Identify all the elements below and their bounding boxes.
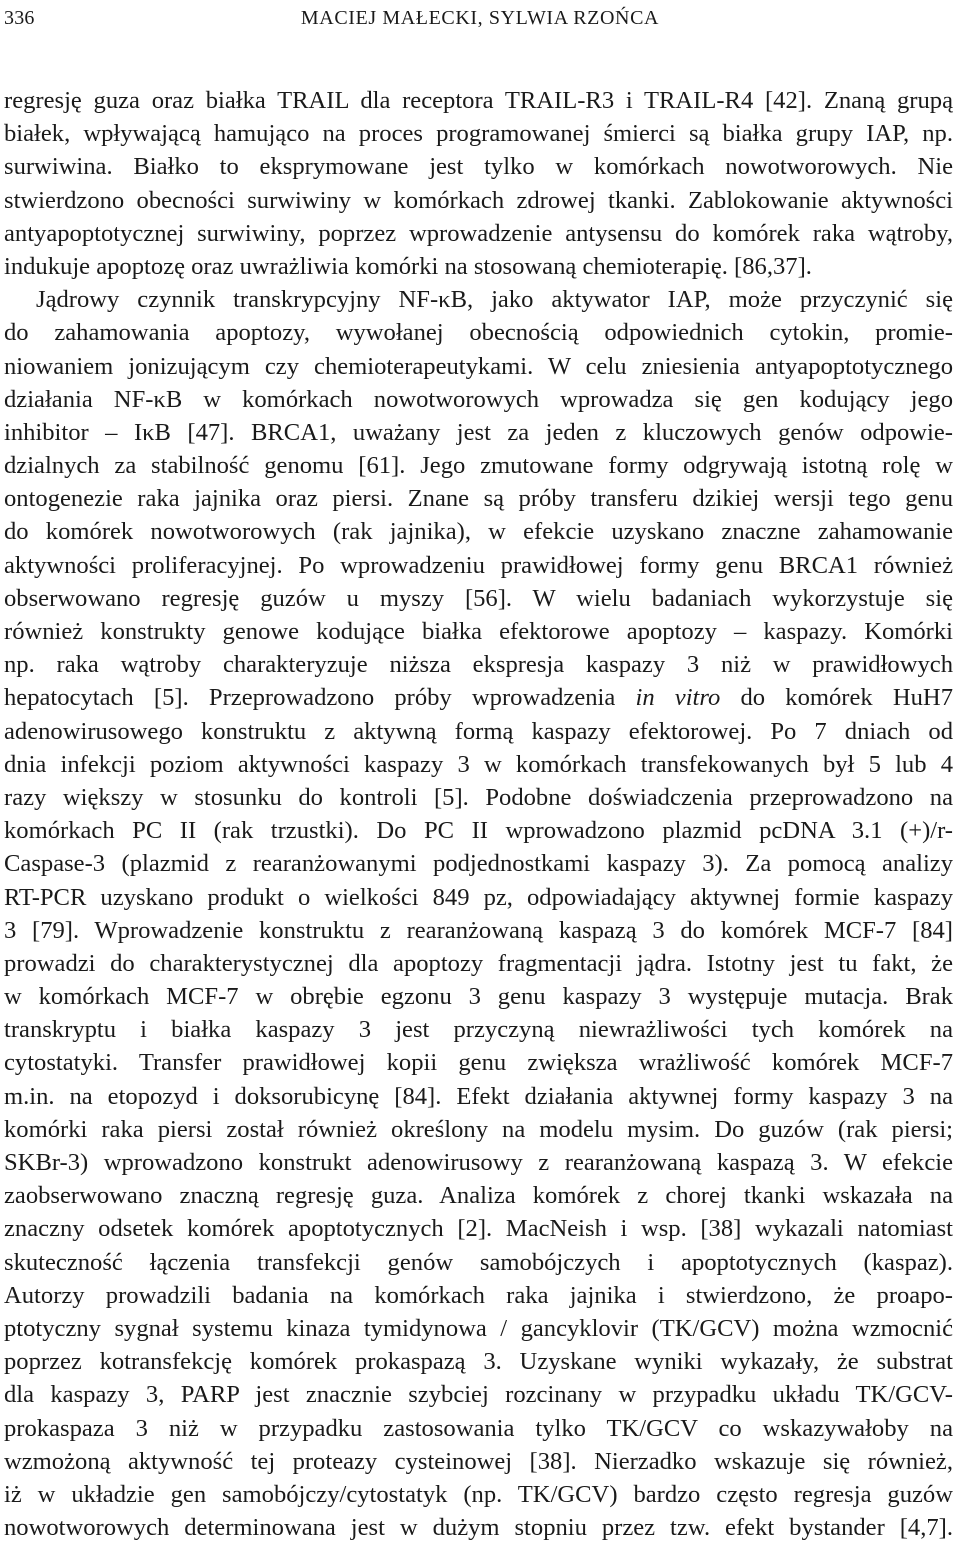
- text-line: stwierdzono obecności surwiwiny w komórkach zdrowej tkanki. Zablokowanie aktywności: [4, 186, 953, 214]
- text-line: dnia infekcji poziom aktywności kaspazy 3 w komórkach transfekowanych był 5 lub 4: [4, 750, 953, 778]
- text-line: niowaniem jonizującym czy chemioterapeutykami. W celu zniesienia antyapoptotycznego: [4, 352, 953, 380]
- running-head-authors: MACIEJ MAŁECKI, SYLWIA RZOŃCA: [300, 7, 660, 29]
- text-line: antyapoptotycznej surwiwiny, poprzez wprowadzenie antysensu do komórek raka wątroby,: [4, 219, 953, 247]
- italic-term: in vitro: [635, 684, 721, 712]
- text-line: działania NF-κB w komórkach nowotworowych wprowadza się gen kodujący jego: [4, 385, 953, 413]
- text-segment: hepatocytach [5]. Przeprowadzono próby wprowadzenia: [4, 684, 636, 712]
- text-line: do komórek nowotworowych (rak jajnika), w efekcie uzyskano znaczne zahamowanie: [4, 518, 953, 546]
- text-line: dzialnych za stabilność genomu [61]. Jego zmutowane formy odgrywają istotną rolę w: [4, 452, 953, 480]
- text-segment: do komórek HuH7: [720, 684, 953, 712]
- text-line: inhibitor – IκB [47]. BRCA1, uważany jest za jeden z kluczowych genów odpowie-: [4, 418, 953, 446]
- text-line: białek, wpływającą hamująco na proces programowanej śmierci są białka grupy IAP, np.: [4, 120, 953, 148]
- text-line: SKBr-3) wprowadzono konstrukt adenowirusowy z rearanżowaną kaspazą 3. W efekcie: [4, 1149, 953, 1176]
- text-line: znaczny odsetek komórek apoptotycznych [2]. MacNeish i wsp. [38] wykazali natomiast: [4, 1215, 953, 1243]
- text-line: m.in. na etopozyd i doksorubicynę [84]. Efekt działania aktywnej formy kaspazy 3 na: [4, 1082, 953, 1110]
- text-line: zaobserwowano znaczną regresję guza. Analiza komórek z chorej tkanki wskazała na: [4, 1182, 953, 1210]
- text-line: również konstrukty genowe kodujące białka efektorowe apoptozy – kaspazy. Komórki: [4, 618, 953, 645]
- text-line: np. raka wątroby charakteryzuje niższa ekspresja kaspazy 3 niż w prawidłowych: [4, 651, 953, 679]
- text-line: cytostatyki. Transfer prawidłowej kopii genu zwiększa wrażliwość komórek MCF-7: [4, 1049, 953, 1077]
- text-line: komórkach PC II (rak trzustki). Do PC II wprowadzono plazmid pcDNA 3.1 (+)/r-: [4, 817, 953, 845]
- text-line: poprzez kotransfekcję komórek prokaspazą 3. Uzyskane wyniki wykazały, że substrat: [4, 1348, 953, 1376]
- text-line: 3 [79]. Wprowadzenie konstruktu z rearanżowaną kaspazą 3 do komórek MCF-7 [84]: [4, 916, 953, 944]
- text-line: iż w układzie gen samobójczy/cytostatyk (np. TK/GCV) bardzo często regresja guzów: [4, 1480, 953, 1508]
- paragraph-first-line: Jądrowy czynnik transkrypcyjny NF-κB, jako aktywator IAP, może przyczynić się: [36, 286, 953, 314]
- text-line: prokaspaza 3 niż w przypadku zastosowania tylko TK/GCV co wskazywałoby na: [4, 1414, 953, 1442]
- text-line: w komórkach MCF-7 w obrębie egzonu 3 genu kaspazy 3 występuje mutacja. Brak: [4, 983, 953, 1011]
- text-line: regresję guza oraz białka TRAIL dla receptora TRAIL-R3 i TRAIL-R4 [42]. Znaną grupą: [4, 87, 953, 114]
- text-line-with-italic: [4, 681, 953, 714]
- page-number: 336: [4, 7, 35, 29]
- text-line: Autorzy prowadzili badania na komórkach raka jajnika i stwierdzono, że proapo-: [4, 1281, 953, 1309]
- text-line: komórki raka piersi został również określony na modelu mysim. Do guzów (rak piersi;: [4, 1115, 953, 1143]
- text-line: do zahamowania apoptozy, wywołanej obecnością odpowiednich cytokin, promie-: [4, 319, 953, 347]
- text-line: transkryptu i białka kaspazy 3 jest przyczyną niewrażliwości tych komórek na: [4, 1016, 953, 1044]
- text-line: wzmożoną aktywność tej proteazy cysteinowej [38]. Nierzadko wskazuje się również,: [4, 1447, 953, 1475]
- text-line: razy większy w stosunku do kontroli [5]. Podobne doświadczenia przeprowadzono na: [4, 783, 953, 811]
- text-line: aktywności proliferacyjnej. Po wprowadzeniu prawidłowej formy genu BRCA1 również: [4, 551, 953, 579]
- text-line: surwiwina. Białko to eksprymowane jest tylko w komórkach nowotworowych. Nie: [4, 153, 953, 181]
- text-line: adenowirusowego konstruktu z aktywną formą kaspazy efektorowej. Po 7 dniach od: [4, 717, 953, 745]
- text-line: ptotyczny sygnał systemu kinaza tymidynowa / gancyklovir (TK/GCV) można wzmocnić: [4, 1314, 953, 1342]
- text-line: Caspase-3 (plazmid z rearanżowanymi podjednostkami kaspazy 3). Za pomocą analizy: [4, 850, 953, 878]
- text-line: ontogenezie raka jajnika oraz piersi. Znane są próby transferu dzikiej wersji tego genu: [4, 485, 953, 513]
- text-line: dla kaspazy 3, PARP jest znacznie szybciej rozcinany w przypadku układu TK/GCV-: [4, 1381, 953, 1409]
- text-line: nowotworowych determinowana jest w dużym stopniu przez tzw. efekt bystander [4,7].: [4, 1514, 953, 1542]
- text-line: prowadzi do charakterystycznej dla apoptozy fragmentacji jądra. Istotny jest tu fakt, że: [4, 949, 953, 977]
- running-head: [4, 4, 956, 32]
- text-line: obserwowano regresję guzów u myszy [56]. W wielu badaniach wykorzystuje się: [4, 584, 953, 612]
- paragraph-end-line: indukuje apoptozę oraz uwrażliwia komórki na stosowaną chemioterapię. [86,37].: [4, 252, 812, 280]
- body-text: [4, 84, 953, 1544]
- text-line: RT-PCR uzyskano produkt o wielkości 849 pz, odpowiadający aktywnej formie kaspazy: [4, 883, 953, 911]
- text-line: skuteczność łączenia transfekcji genów samobójczych i apoptotycznych (kaspaz).: [4, 1248, 953, 1276]
